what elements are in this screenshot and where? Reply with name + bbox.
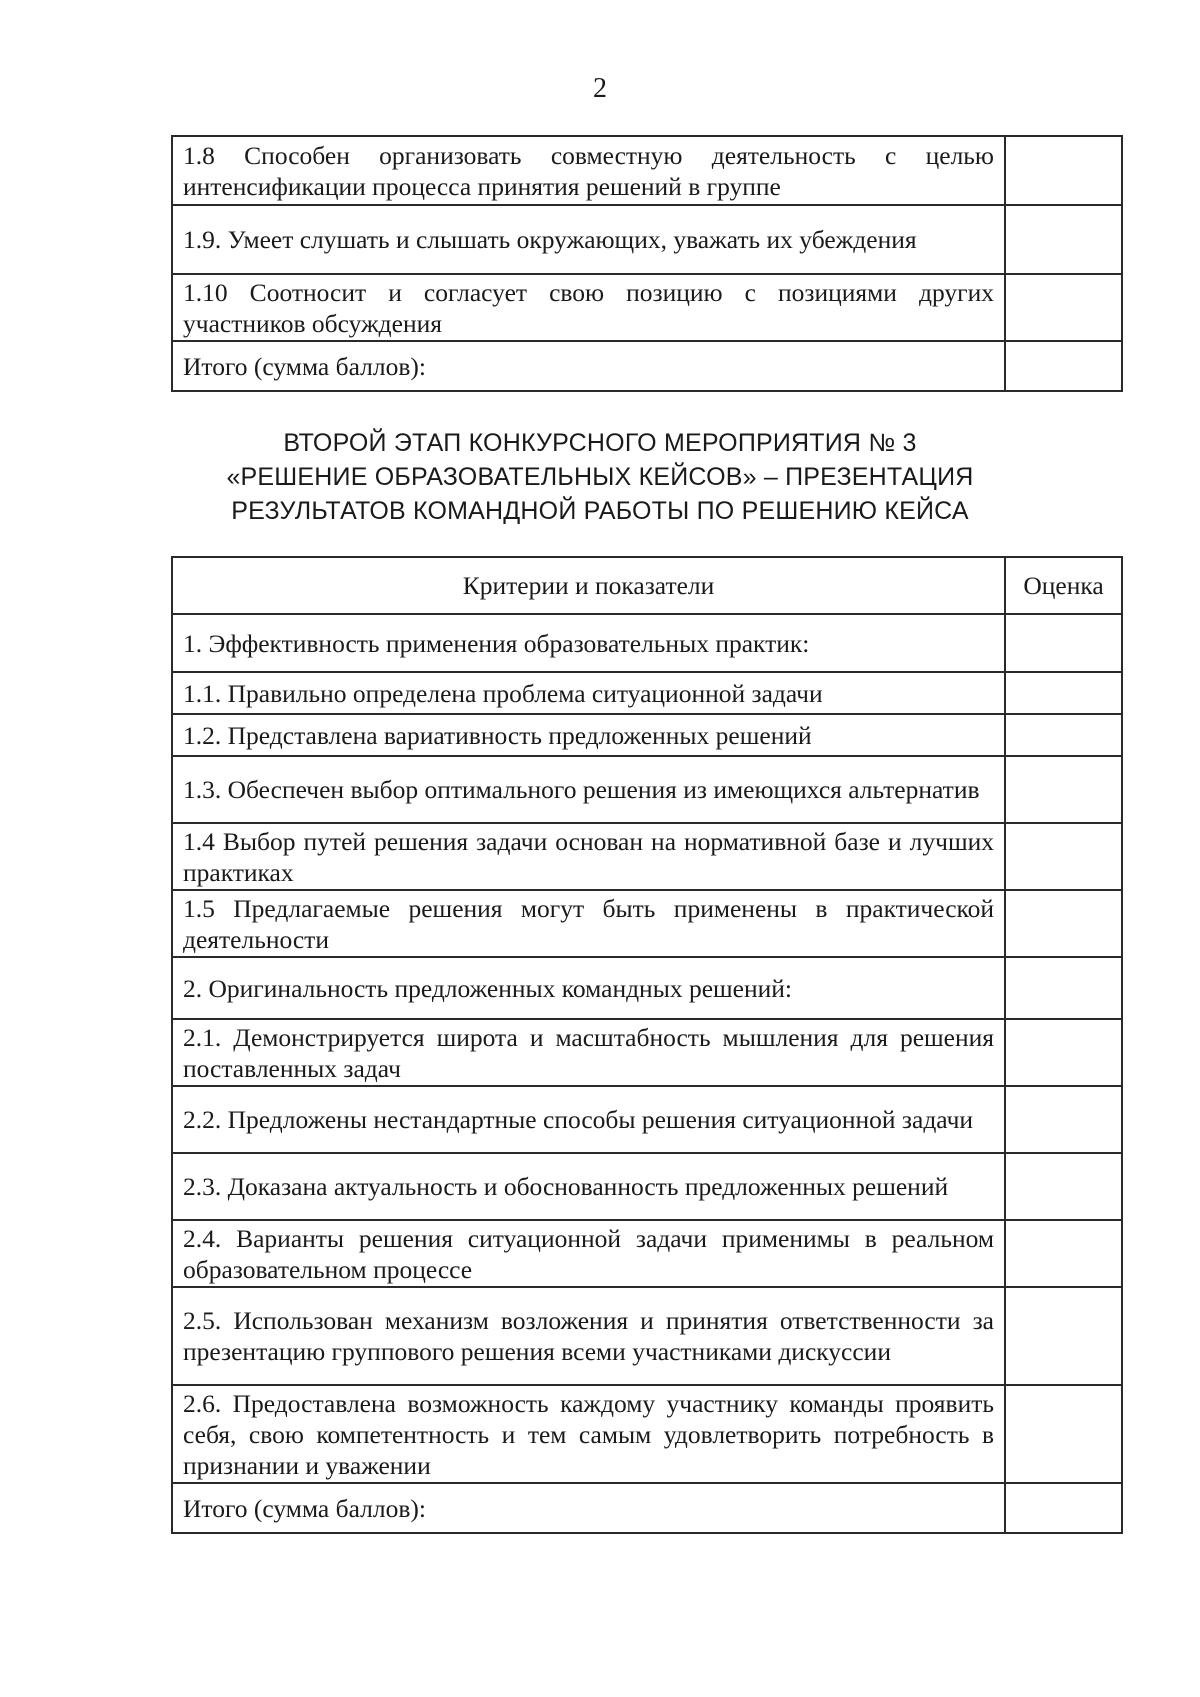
total-label-cell: Итого (сумма баллов): — [172, 341, 1005, 391]
page-number: 2 — [593, 73, 607, 104]
criterion-cell: 2.1. Демонстрируется широта и масштабность мышления для решения поставленных задач — [172, 1019, 1005, 1086]
criterion-cell: 2.6. Предоставлена возможность каждому участнику команды проявить себя, свою компетентность и тем самым удовлетворить потребность в признании и уважении — [172, 1385, 1005, 1483]
score-cell[interactable] — [1005, 756, 1122, 823]
criteria-table-stage-two — [171, 556, 1123, 1534]
criterion-group-cell: 1. Эффективность применения образовательных практик: — [172, 614, 1005, 672]
criterion-cell: 2.4. Варианты решения ситуационной задачи применимы в реальном образовательном процессе — [172, 1220, 1005, 1287]
table-row — [172, 1019, 1122, 1086]
table-row — [172, 756, 1122, 823]
section-title-line: РЕЗУЛЬТАТОВ КОМАНДНОЙ РАБОТЫ ПО РЕШЕНИЮ КЕЙСА — [231, 497, 969, 525]
criterion-cell: 1.3. Обеспечен выбор оптимального решения из имеющихся альтернатив — [172, 756, 1005, 823]
score-cell[interactable] — [1005, 205, 1122, 274]
score-cell[interactable] — [1005, 1287, 1122, 1385]
table-row — [172, 1385, 1122, 1483]
table-row — [172, 614, 1122, 672]
criterion-cell: 2.5. Использован механизм возложения и принятия ответственности за презентацию группового решения всеми участниками дискуссии — [172, 1287, 1005, 1385]
table-row — [172, 1220, 1122, 1287]
table-row — [172, 714, 1122, 756]
table-row — [172, 341, 1122, 391]
table-header-row — [172, 557, 1122, 614]
table-row — [172, 1483, 1122, 1533]
score-cell[interactable] — [1005, 714, 1122, 756]
criterion-cell: 1.10 Соотносит и согласует свою позицию с позициями других участников обсуждения — [172, 274, 1005, 341]
table-row — [172, 1287, 1122, 1385]
table-row — [172, 957, 1122, 1019]
score-cell[interactable] — [1005, 890, 1122, 957]
section-title-line: «РЕШЕНИЕ ОБРАЗОВАТЕЛЬНЫХ КЕЙСОВ» – ПРЕЗЕНТАЦИЯ — [226, 463, 974, 491]
score-cell[interactable] — [1005, 672, 1122, 714]
table-row — [172, 205, 1122, 274]
score-cell[interactable] — [1005, 614, 1122, 672]
table-row — [172, 823, 1122, 890]
criterion-cell: 1.4 Выбор путей решения задачи основан на нормативной базе и лучших практиках — [172, 823, 1005, 890]
section-title-line: ВТОРОЙ ЭТАП КОНКУРСНОГО МЕРОПРИЯТИЯ № 3 — [283, 429, 917, 457]
total-label-cell: Итого (сумма баллов): — [172, 1483, 1005, 1533]
criteria-table-stage-one — [171, 135, 1123, 392]
criteria-column-header: Критерии и показатели — [172, 557, 1005, 614]
table-row — [172, 672, 1122, 714]
score-cell[interactable] — [1005, 1385, 1122, 1483]
table-row — [172, 274, 1122, 341]
score-cell[interactable] — [1005, 1220, 1122, 1287]
table-row — [172, 136, 1122, 205]
criterion-cell: 2.3. Доказана актуальность и обоснованность предложенных решений — [172, 1153, 1005, 1220]
score-cell[interactable] — [1005, 1153, 1122, 1220]
criterion-cell: 1.8 Способен организовать совместную деятельность с целью интенсификации процесса принятия решений в группе — [172, 136, 1005, 205]
total-score-cell[interactable] — [1005, 341, 1122, 391]
score-cell[interactable] — [1005, 1086, 1122, 1153]
score-cell[interactable] — [1005, 1019, 1122, 1086]
total-score-cell[interactable] — [1005, 1483, 1122, 1533]
score-column-header: Оценка — [1005, 557, 1122, 614]
criterion-cell: 1.1. Правильно определена проблема ситуационной задачи — [172, 672, 1005, 714]
score-cell[interactable] — [1005, 136, 1122, 205]
criterion-cell: 2.2. Предложены нестандартные способы решения ситуационной задачи — [172, 1086, 1005, 1153]
score-cell[interactable] — [1005, 957, 1122, 1019]
section-title — [0, 426, 1200, 528]
table-row — [172, 1086, 1122, 1153]
criterion-cell: 1.5 Предлагаемые решения могут быть применены в практической деятельности — [172, 890, 1005, 957]
score-cell[interactable] — [1005, 823, 1122, 890]
criterion-cell: 1.9. Умеет слушать и слышать окружающих, уважать их убеждения — [172, 205, 1005, 274]
table-row — [172, 890, 1122, 957]
score-cell[interactable] — [1005, 274, 1122, 341]
criterion-cell: 1.2. Представлена вариативность предложенных решений — [172, 714, 1005, 756]
criterion-group-cell: 2. Оригинальность предложенных командных решений: — [172, 957, 1005, 1019]
table-row — [172, 1153, 1122, 1220]
